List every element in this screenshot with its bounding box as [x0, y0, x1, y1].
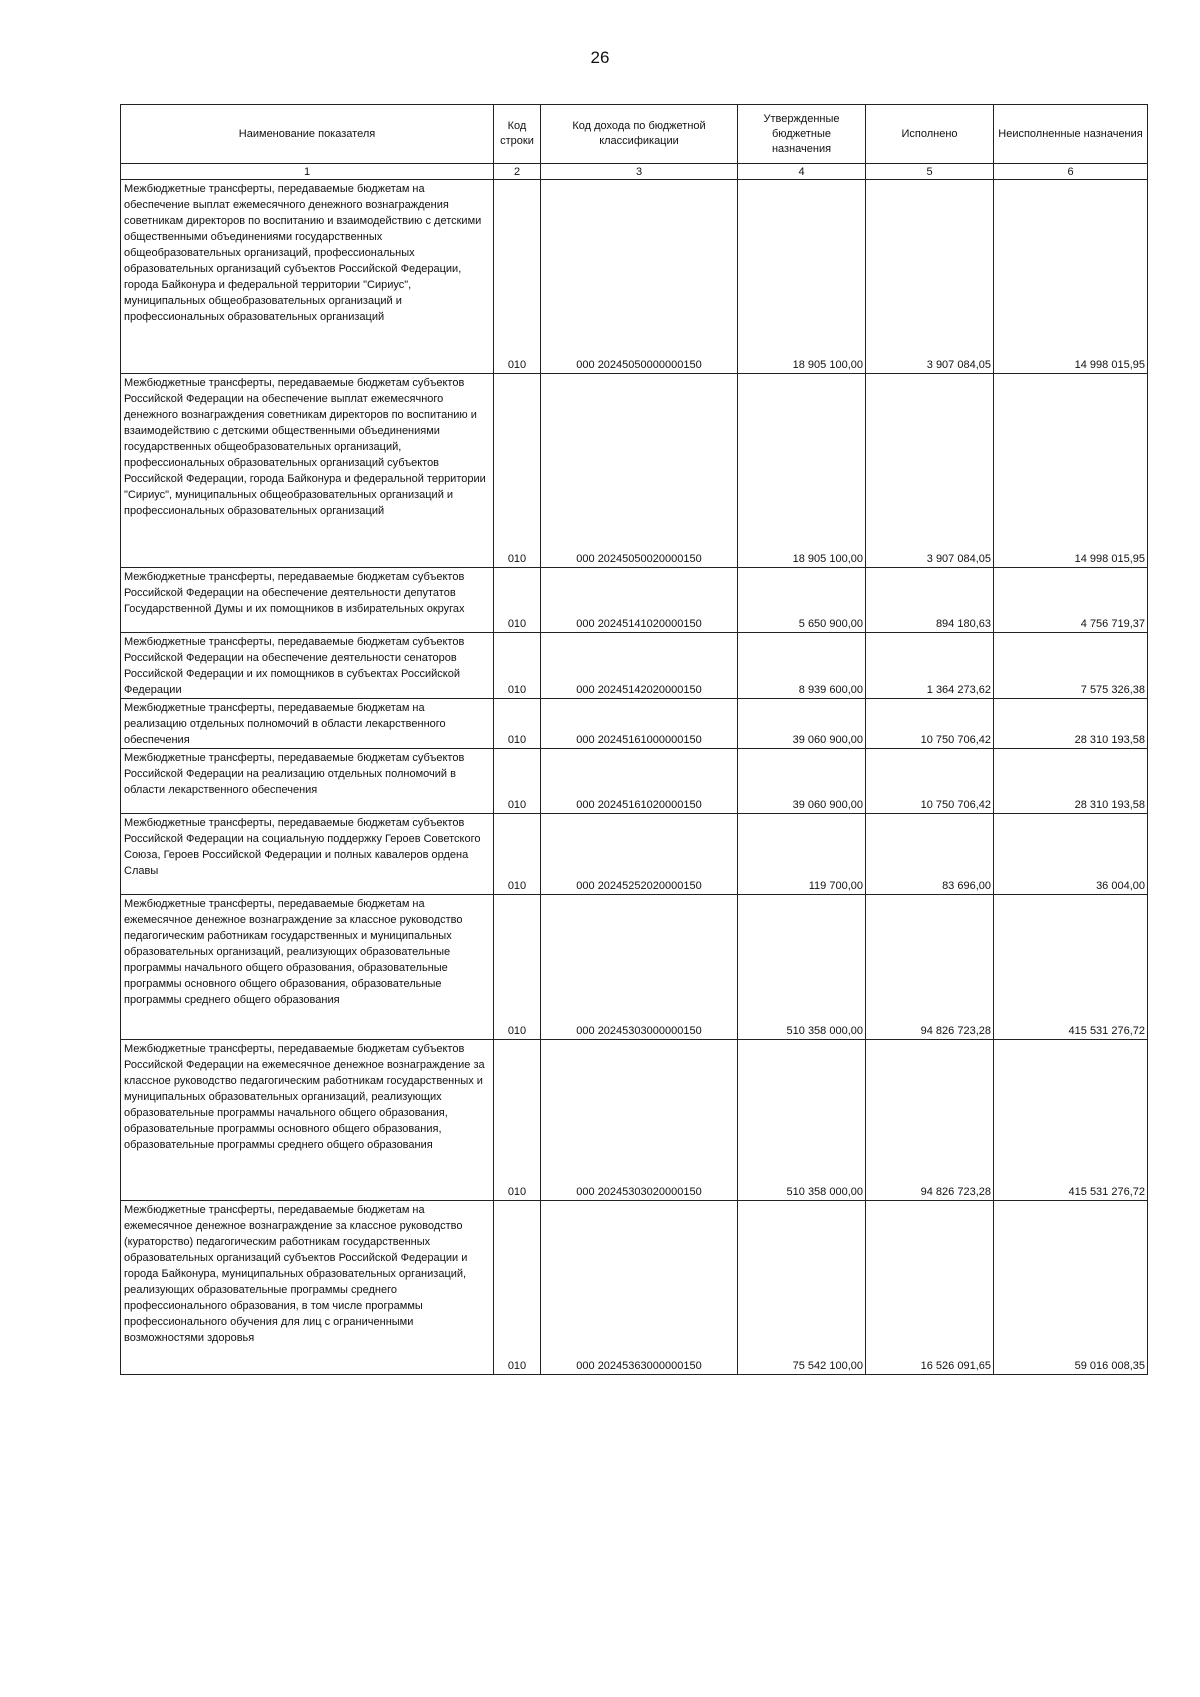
income-code-cell: 000 20245141020000150: [541, 568, 738, 633]
column-number-row: [121, 164, 1148, 180]
line-code-cell: 010: [494, 895, 541, 1040]
table-row: [121, 699, 1148, 749]
indicator-name-cell: Межбюджетные трансферты, передаваемые бюджетам субъектов Российской Федерации на реализацию отдельных полномочий в области лекарственного обеспечения: [121, 749, 494, 814]
income-code-cell: 000 20245142020000150: [541, 633, 738, 699]
indicator-name-cell: Межбюджетные трансферты, передаваемые бюджетам на реализацию отдельных полномочий в области лекарственного обеспечения: [121, 699, 494, 749]
header-executed: Исполнено: [866, 105, 994, 164]
executed-amount-cell: 83 696,00: [866, 814, 994, 895]
column-number: 1: [121, 164, 494, 180]
approved-amount-cell: 18 905 100,00: [738, 180, 866, 374]
executed-amount-cell: 94 826 723,28: [866, 1040, 994, 1201]
executed-amount-cell: 94 826 723,28: [866, 895, 994, 1040]
income-code-cell: 000 20245363000000150: [541, 1201, 738, 1375]
column-number: 5: [866, 164, 994, 180]
executed-amount-cell: 3 907 084,05: [866, 180, 994, 374]
indicator-name-cell: Межбюджетные трансферты, передаваемые бюджетам субъектов Российской Федерации на обеспечение выплат ежемесячного денежного вознаграждения советникам директоров по воспитанию и взаимодействию с детскими общественными объединениями государственных общеобразовательных организаций, профессиональных образовательных организаций субъектов Российской Федерации, города Байконура и федеральной территории "Сириус", муниципальных общеобразовательных организаций и профессиональных образовательных организаций: [121, 374, 494, 568]
approved-amount-cell: 5 650 900,00: [738, 568, 866, 633]
line-code-cell: 010: [494, 568, 541, 633]
executed-amount-cell: 894 180,63: [866, 568, 994, 633]
executed-amount-cell: 16 526 091,65: [866, 1201, 994, 1375]
approved-amount-cell: 8 939 600,00: [738, 633, 866, 699]
indicator-name-cell: Межбюджетные трансферты, передаваемые бюджетам на ежемесячное денежное вознаграждение за классное руководство (кураторство) педагогическим работникам государственных образовательных организаций субъектов Российской Федерации и города Байконура, муниципальных образовательных организаций, реализующих образовательные программы среднего профессионального образования, в том числе программы профессионального обучения для лиц с ограниченными возможностями здоровья: [121, 1201, 494, 1375]
approved-amount-cell: 119 700,00: [738, 814, 866, 895]
budget-execution-table: [120, 104, 1148, 1375]
header-unexecuted: Неисполненные назначения: [994, 105, 1148, 164]
unexecuted-amount-cell: 28 310 193,58: [994, 749, 1148, 814]
executed-amount-cell: 1 364 273,62: [866, 633, 994, 699]
line-code-cell: 010: [494, 814, 541, 895]
unexecuted-amount-cell: 4 756 719,37: [994, 568, 1148, 633]
table-row: [121, 374, 1148, 568]
unexecuted-amount-cell: 14 998 015,95: [994, 180, 1148, 374]
unexecuted-amount-cell: 14 998 015,95: [994, 374, 1148, 568]
column-number: 6: [994, 164, 1148, 180]
column-number: 4: [738, 164, 866, 180]
table-row: [121, 1201, 1148, 1375]
indicator-name-cell: Межбюджетные трансферты, передаваемые бюджетам субъектов Российской Федерации на ежемесячное денежное вознаграждение за классное руководство педагогическим работникам государственных и муниципальных образовательных организаций, реализующих образовательные программы начального общего образования, образовательные программы основного общего образования, образовательные программы среднего общего образования: [121, 1040, 494, 1201]
unexecuted-amount-cell: 36 004,00: [994, 814, 1148, 895]
table-row: [121, 895, 1148, 1040]
table-row: [121, 749, 1148, 814]
approved-amount-cell: 510 358 000,00: [738, 1040, 866, 1201]
table-row: [121, 633, 1148, 699]
page-number: 26: [590, 48, 610, 67]
table-row: [121, 568, 1148, 633]
executed-amount-cell: 10 750 706,42: [866, 749, 994, 814]
unexecuted-amount-cell: 7 575 326,38: [994, 633, 1148, 699]
column-number: 2: [494, 164, 541, 180]
unexecuted-amount-cell: 59 016 008,35: [994, 1201, 1148, 1375]
unexecuted-amount-cell: 415 531 276,72: [994, 895, 1148, 1040]
indicator-name-cell: Межбюджетные трансферты, передаваемые бюджетам на обеспечение выплат ежемесячного денежного вознаграждения советникам директоров по воспитанию и взаимодействию с детскими общественными объединениями государственных общеобразовательных организаций, профессиональных образовательных организаций субъектов Российской Федерации, города Байконура и федеральной территории "Сириус", муниципальных общеобразовательных организаций и профессиональных образовательных организаций: [121, 180, 494, 374]
table-row: [121, 180, 1148, 374]
line-code-cell: 010: [494, 633, 541, 699]
approved-amount-cell: 75 542 100,00: [738, 1201, 866, 1375]
line-code-cell: 010: [494, 1040, 541, 1201]
header-income-code: Код дохода по бюджетной классификации: [541, 105, 738, 164]
approved-amount-cell: 18 905 100,00: [738, 374, 866, 568]
line-code-cell: 010: [494, 699, 541, 749]
executed-amount-cell: 3 907 084,05: [866, 374, 994, 568]
income-code-cell: 000 20245161000000150: [541, 699, 738, 749]
header-approved: Утвержденные бюджетные назначения: [738, 105, 866, 164]
column-number: 3: [541, 164, 738, 180]
income-code-cell: 000 20245050000000150: [541, 180, 738, 374]
income-code-cell: 000 20245303000000150: [541, 895, 738, 1040]
income-code-cell: 000 20245252020000150: [541, 814, 738, 895]
table-row: [121, 814, 1148, 895]
header-line-code: Код строки: [494, 105, 541, 164]
indicator-name-cell: Межбюджетные трансферты, передаваемые бюджетам субъектов Российской Федерации на обеспечение деятельности сенаторов Российской Федерации и их помощников в субъектах Российской Федерации: [121, 633, 494, 699]
line-code-cell: 010: [494, 749, 541, 814]
indicator-name-cell: Межбюджетные трансферты, передаваемые бюджетам на ежемесячное денежное вознаграждение за классное руководство педагогическим работникам государственных и муниципальных образовательных организаций, реализующих образовательные программы начального общего образования, образовательные программы основного общего образования, образовательные программы среднего общего образования: [121, 895, 494, 1040]
header-row: [121, 105, 1148, 164]
line-code-cell: 010: [494, 374, 541, 568]
table-row: [121, 1040, 1148, 1201]
indicator-name-cell: Межбюджетные трансферты, передаваемые бюджетам субъектов Российской Федерации на социальную поддержку Героев Советского Союза, Героев Российской Федерации и полных кавалеров ордена Славы: [121, 814, 494, 895]
executed-amount-cell: 10 750 706,42: [866, 699, 994, 749]
approved-amount-cell: 39 060 900,00: [738, 699, 866, 749]
income-code-cell: 000 20245161020000150: [541, 749, 738, 814]
approved-amount-cell: 39 060 900,00: [738, 749, 866, 814]
unexecuted-amount-cell: 28 310 193,58: [994, 699, 1148, 749]
unexecuted-amount-cell: 415 531 276,72: [994, 1040, 1148, 1201]
approved-amount-cell: 510 358 000,00: [738, 895, 866, 1040]
line-code-cell: 010: [494, 1201, 541, 1375]
indicator-name-cell: Межбюджетные трансферты, передаваемые бюджетам субъектов Российской Федерации на обеспечение деятельности депутатов Государственной Думы и их помощников в избирательных округах: [121, 568, 494, 633]
line-code-cell: 010: [494, 180, 541, 374]
header-indicator-name: Наименование показателя: [121, 105, 494, 164]
income-code-cell: 000 20245050020000150: [541, 374, 738, 568]
income-code-cell: 000 20245303020000150: [541, 1040, 738, 1201]
